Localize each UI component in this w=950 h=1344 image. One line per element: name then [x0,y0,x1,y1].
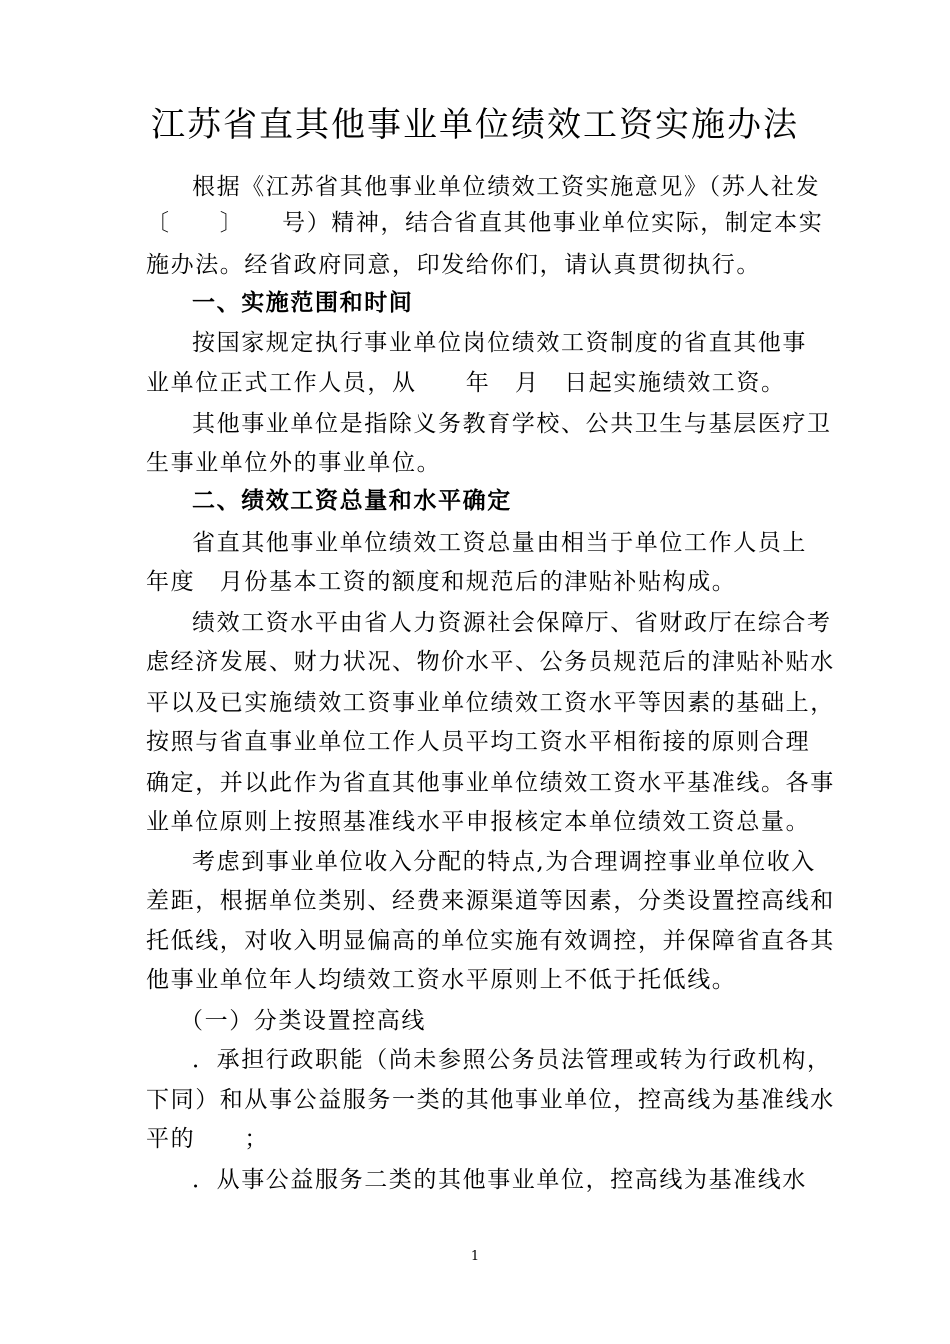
paragraph-line: 虑经济发展、财力状况、物价水平、公务员规范后的津贴补贴水 [146,649,835,675]
paragraph-line: 业单位正式工作人员，从 年 月 日起实施绩效工资。 [146,370,786,396]
list-item-line: ．承担行政职能（尚未参照公务员法管理或转为行政机构， [192,1047,832,1073]
paragraph-line: 按照与省直事业单位工作人员平均工资水平相衔接的原则合理 [146,729,811,755]
paragraph-line: 托低线，对收入明显偏高的单位实施有效调控，并保障省直各其 [146,928,835,954]
subsection-heading: （一）分类设置控高线 [180,1008,426,1034]
paragraph-line: 〔 〕 号）精神，结合省直其他事业单位实际，制定本实 [146,210,824,236]
paragraph-line: 绩效工资水平由省人力资源社会保障厅、省财政厅在综合考 [192,610,832,636]
paragraph-line: 施办法。经省政府同意，印发给你们，请认真贯彻执行。 [146,252,761,278]
document-title: 江苏省直其他事业单位绩效工资实施办法 [151,105,799,145]
paragraph-line: 其他事业单位是指除义务教育学校、公共卫生与基层医疗卫 [192,411,832,437]
paragraph-line: 业单位原则上按照基准线水平申报核定本单位绩效工资总量。 [146,809,811,835]
paragraph-line: 根据《江苏省其他事业单位绩效工资实施意见》（苏人社发 [192,174,821,200]
section-heading-scope: 一、实施范围和时间 [192,290,414,316]
section-heading-total: 二、绩效工资总量和水平确定 [192,488,512,514]
paragraph-line: 年度 月份基本工资的额度和规范后的津贴补贴构成。 [146,569,737,595]
paragraph-line: 考虑到事业单位收入分配的特点,为合理调控事业单位收入 [192,849,816,875]
page-number: 1 [470,1249,480,1264]
paragraph-line: 差距，根据单位类别、经费来源渠道等因素，分类设置控高线和 [146,888,835,914]
paragraph-line: 确定，并以此作为省直其他事业单位绩效工资水平基准线。各事 [146,770,835,796]
paragraph-line: 省直其他事业单位绩效工资总量由相当于单位工作人员上 [192,530,807,556]
paragraph-line: 生事业单位外的事业单位。 [146,450,442,476]
paragraph-line: 平以及已实施绩效工资事业单位绩效工资水平等因素的基础上， [146,690,835,716]
paragraph-line: 按国家规定执行事业单位岗位绩效工资制度的省直其他事 [192,330,807,356]
paragraph-line: 他事业单位年人均绩效工资水平原则上不低于托低线。 [146,967,737,993]
list-item-line: 下同）和从事公益服务一类的其他事业单位，控高线为基准线水 [146,1087,835,1113]
list-item-line: ．从事公益服务二类的其他事业单位，控高线为基准线水 [192,1167,807,1193]
list-item-line: 平的 ； [146,1126,269,1152]
